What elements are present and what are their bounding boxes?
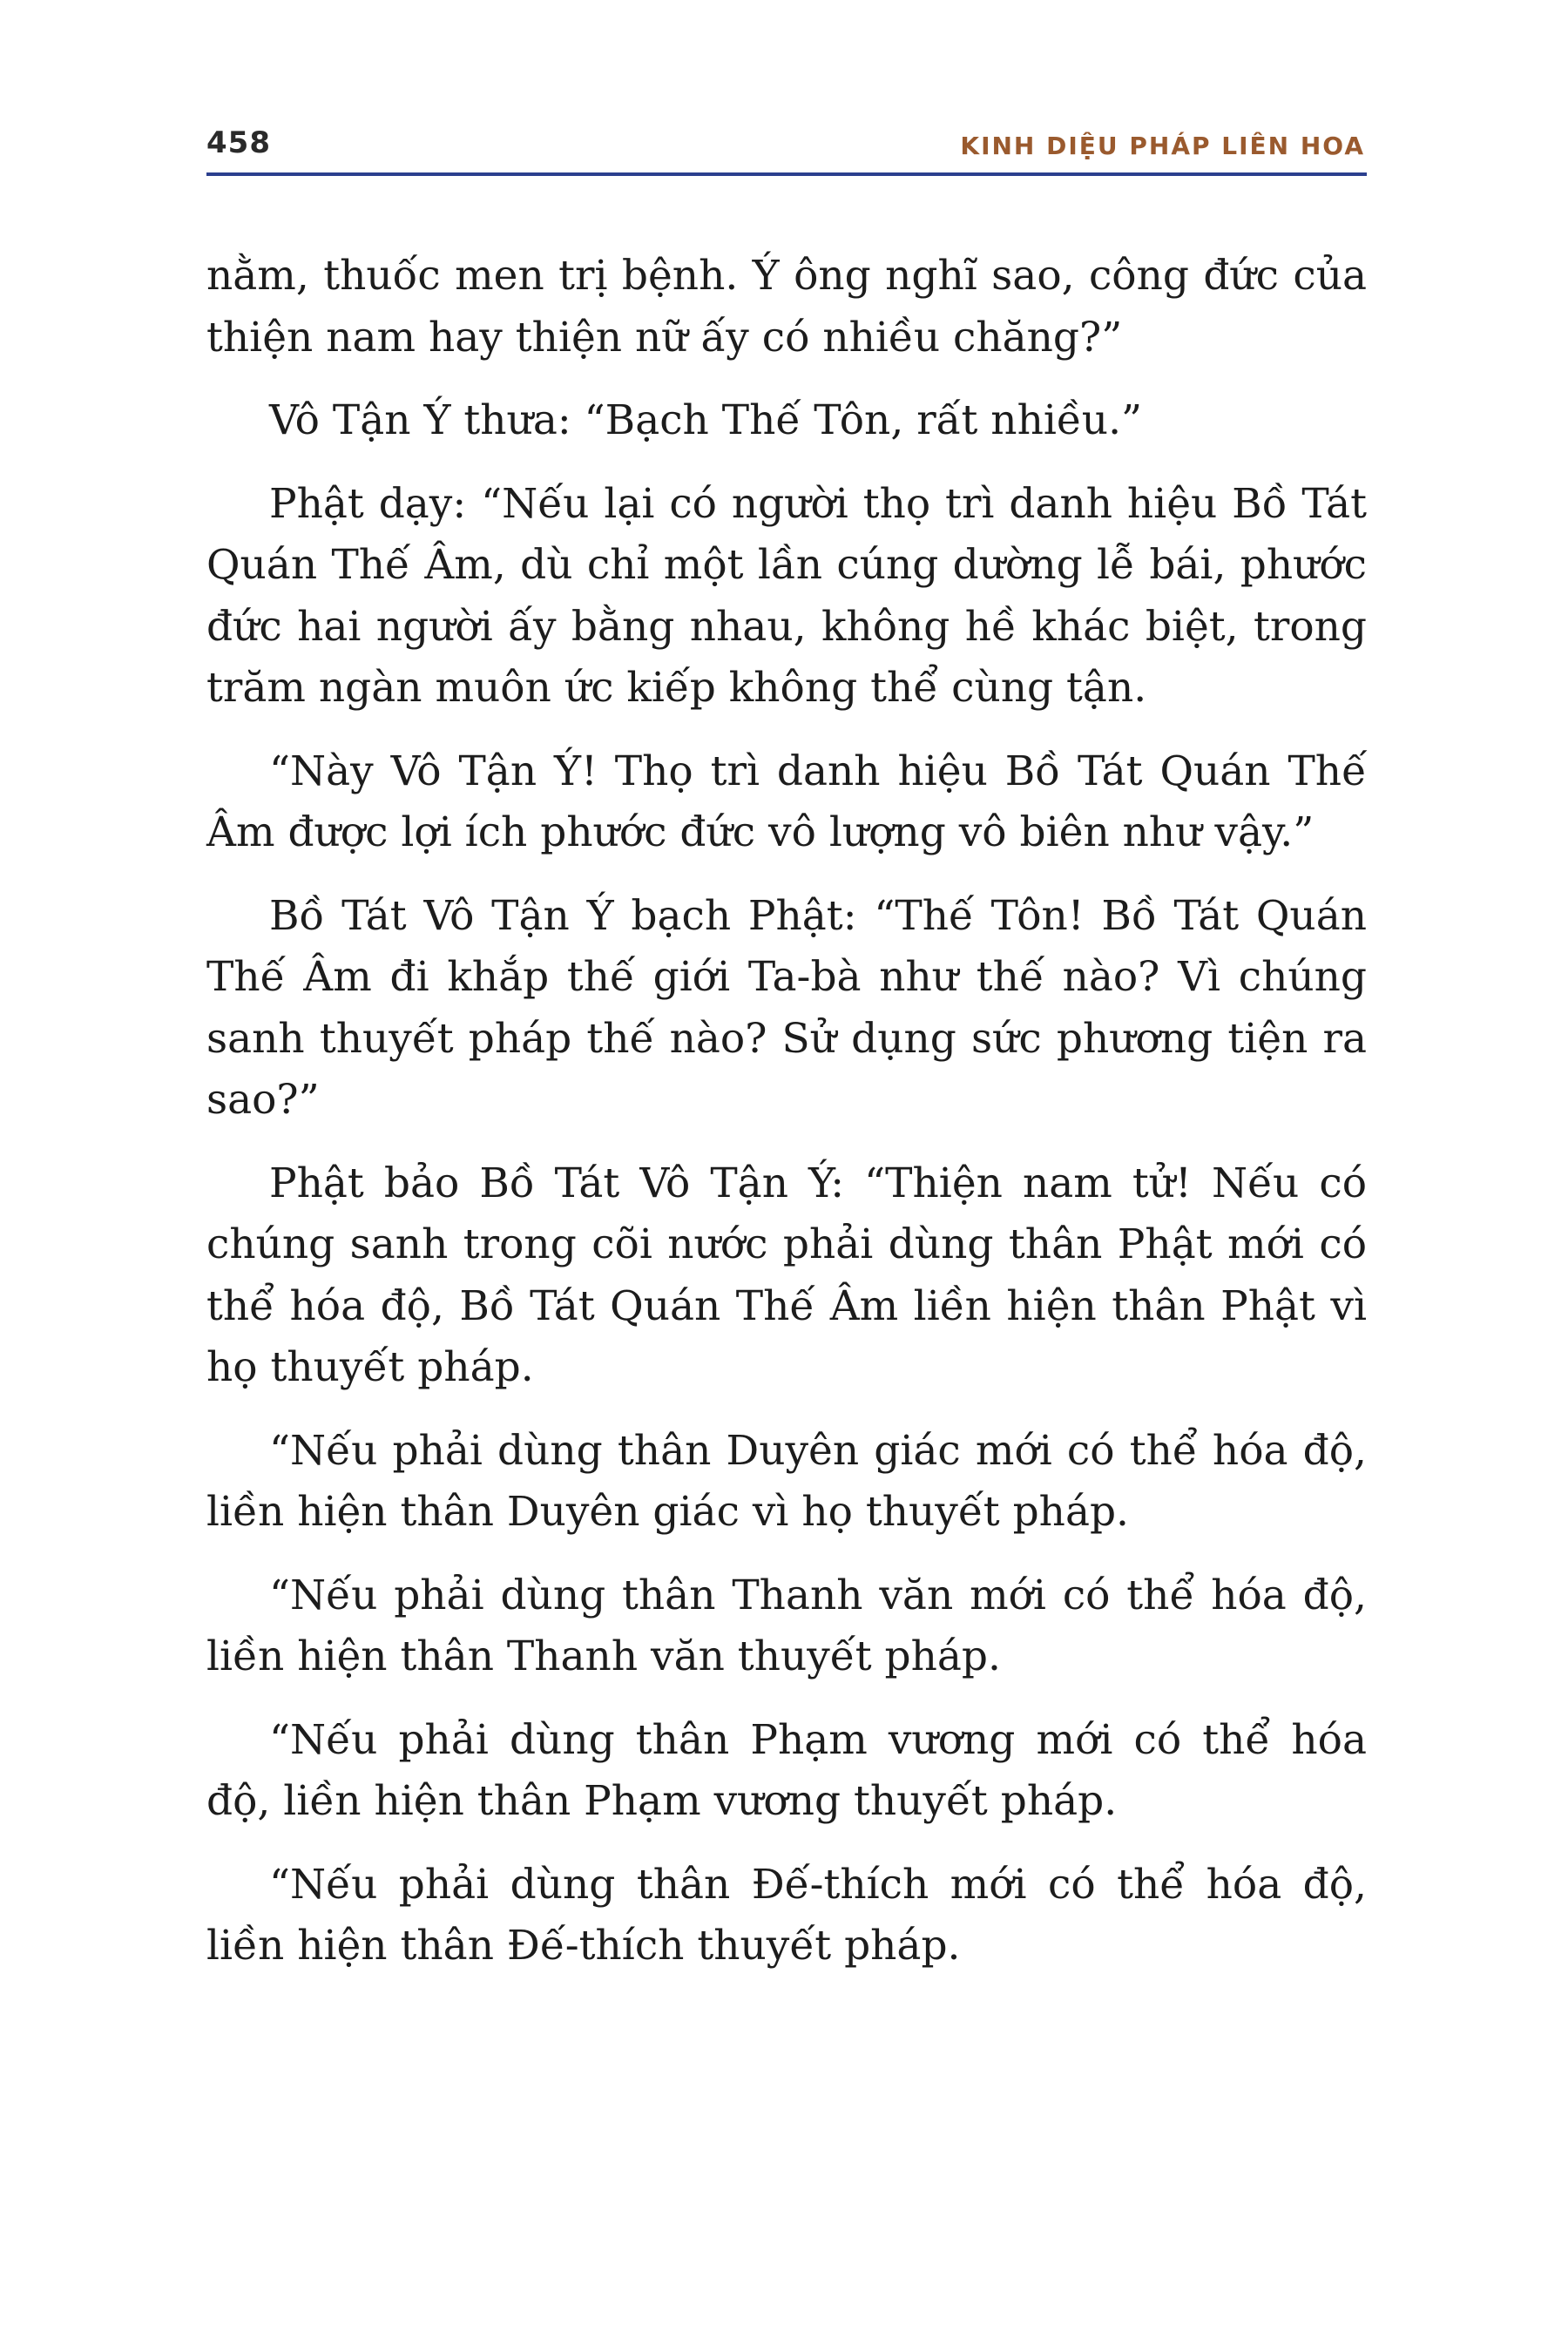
paragraph: Bồ Tát Vô Tận Ý bạch Phật: “Thế Tôn! Bồ Tát Quán Thế Âm đi khắp thế giới Ta-bà như thế nào? Vì chúng sanh thuyết pháp thế nào? Sử dụng sức phương tiện ra sao?” <box>206 891 1367 1124</box>
paragraph: Phật dạy: “Nếu lại có người thọ trì danh hiệu Bồ Tát Quán Thế Âm, dù chỉ một lần cúng dường lễ bái, phước đức hai người ấy bằng nhau, không hề khác biệt, trong trăm ngàn muôn ức kiếp không thể cùng tận. <box>206 479 1367 712</box>
paragraph-continuation: nằm, thuốc men trị bệnh. Ý ông nghĩ sao, công đức của thiện nam hay thiện nữ ấy có nhiều chăng?” <box>206 252 1367 362</box>
paragraph: “Nếu phải dùng thân Duyên giác mới có thể hóa độ, liền hiện thân Duyên giác vì họ thuyết pháp. <box>206 1426 1367 1536</box>
paragraph: Phật bảo Bồ Tát Vô Tận Ý: “Thiện nam tử! Nếu có chúng sanh trong cõi nước phải dùng thân Phật mới có thể hóa độ, Bồ Tát Quán Thế Âm liền hiện thân Phật vì họ thuyết pháp. <box>206 1159 1367 1391</box>
body-text <box>206 246 1367 1999</box>
paragraph: “Nếu phải dùng thân Đế-thích mới có thể hóa độ, liền hiện thân Đế-thích thuyết pháp. <box>206 1860 1367 1970</box>
header-rule <box>206 172 1367 176</box>
paragraph: “Này Vô Tận Ý! Thọ trì danh hiệu Bồ Tát Quán Thế Âm được lợi ích phước đức vô lượng vô biên như vậy.” <box>206 747 1367 856</box>
paragraph: “Nếu phải dùng thân Phạm vương mới có thể hóa độ, liền hiện thân Phạm vương thuyết pháp. <box>206 1715 1367 1825</box>
paragraph: “Nếu phải dùng thân Thanh văn mới có thể hóa độ, liền hiện thân Thanh văn thuyết pháp. <box>206 1571 1367 1680</box>
page-header <box>206 122 1367 172</box>
paragraph: Vô Tận Ý thưa: “Bạch Thế Tôn, rất nhiều.” <box>269 396 1143 444</box>
page-number: 458 <box>206 125 271 160</box>
running-title: KINH DIỆU PHÁP LIÊN HOA <box>960 132 1365 160</box>
